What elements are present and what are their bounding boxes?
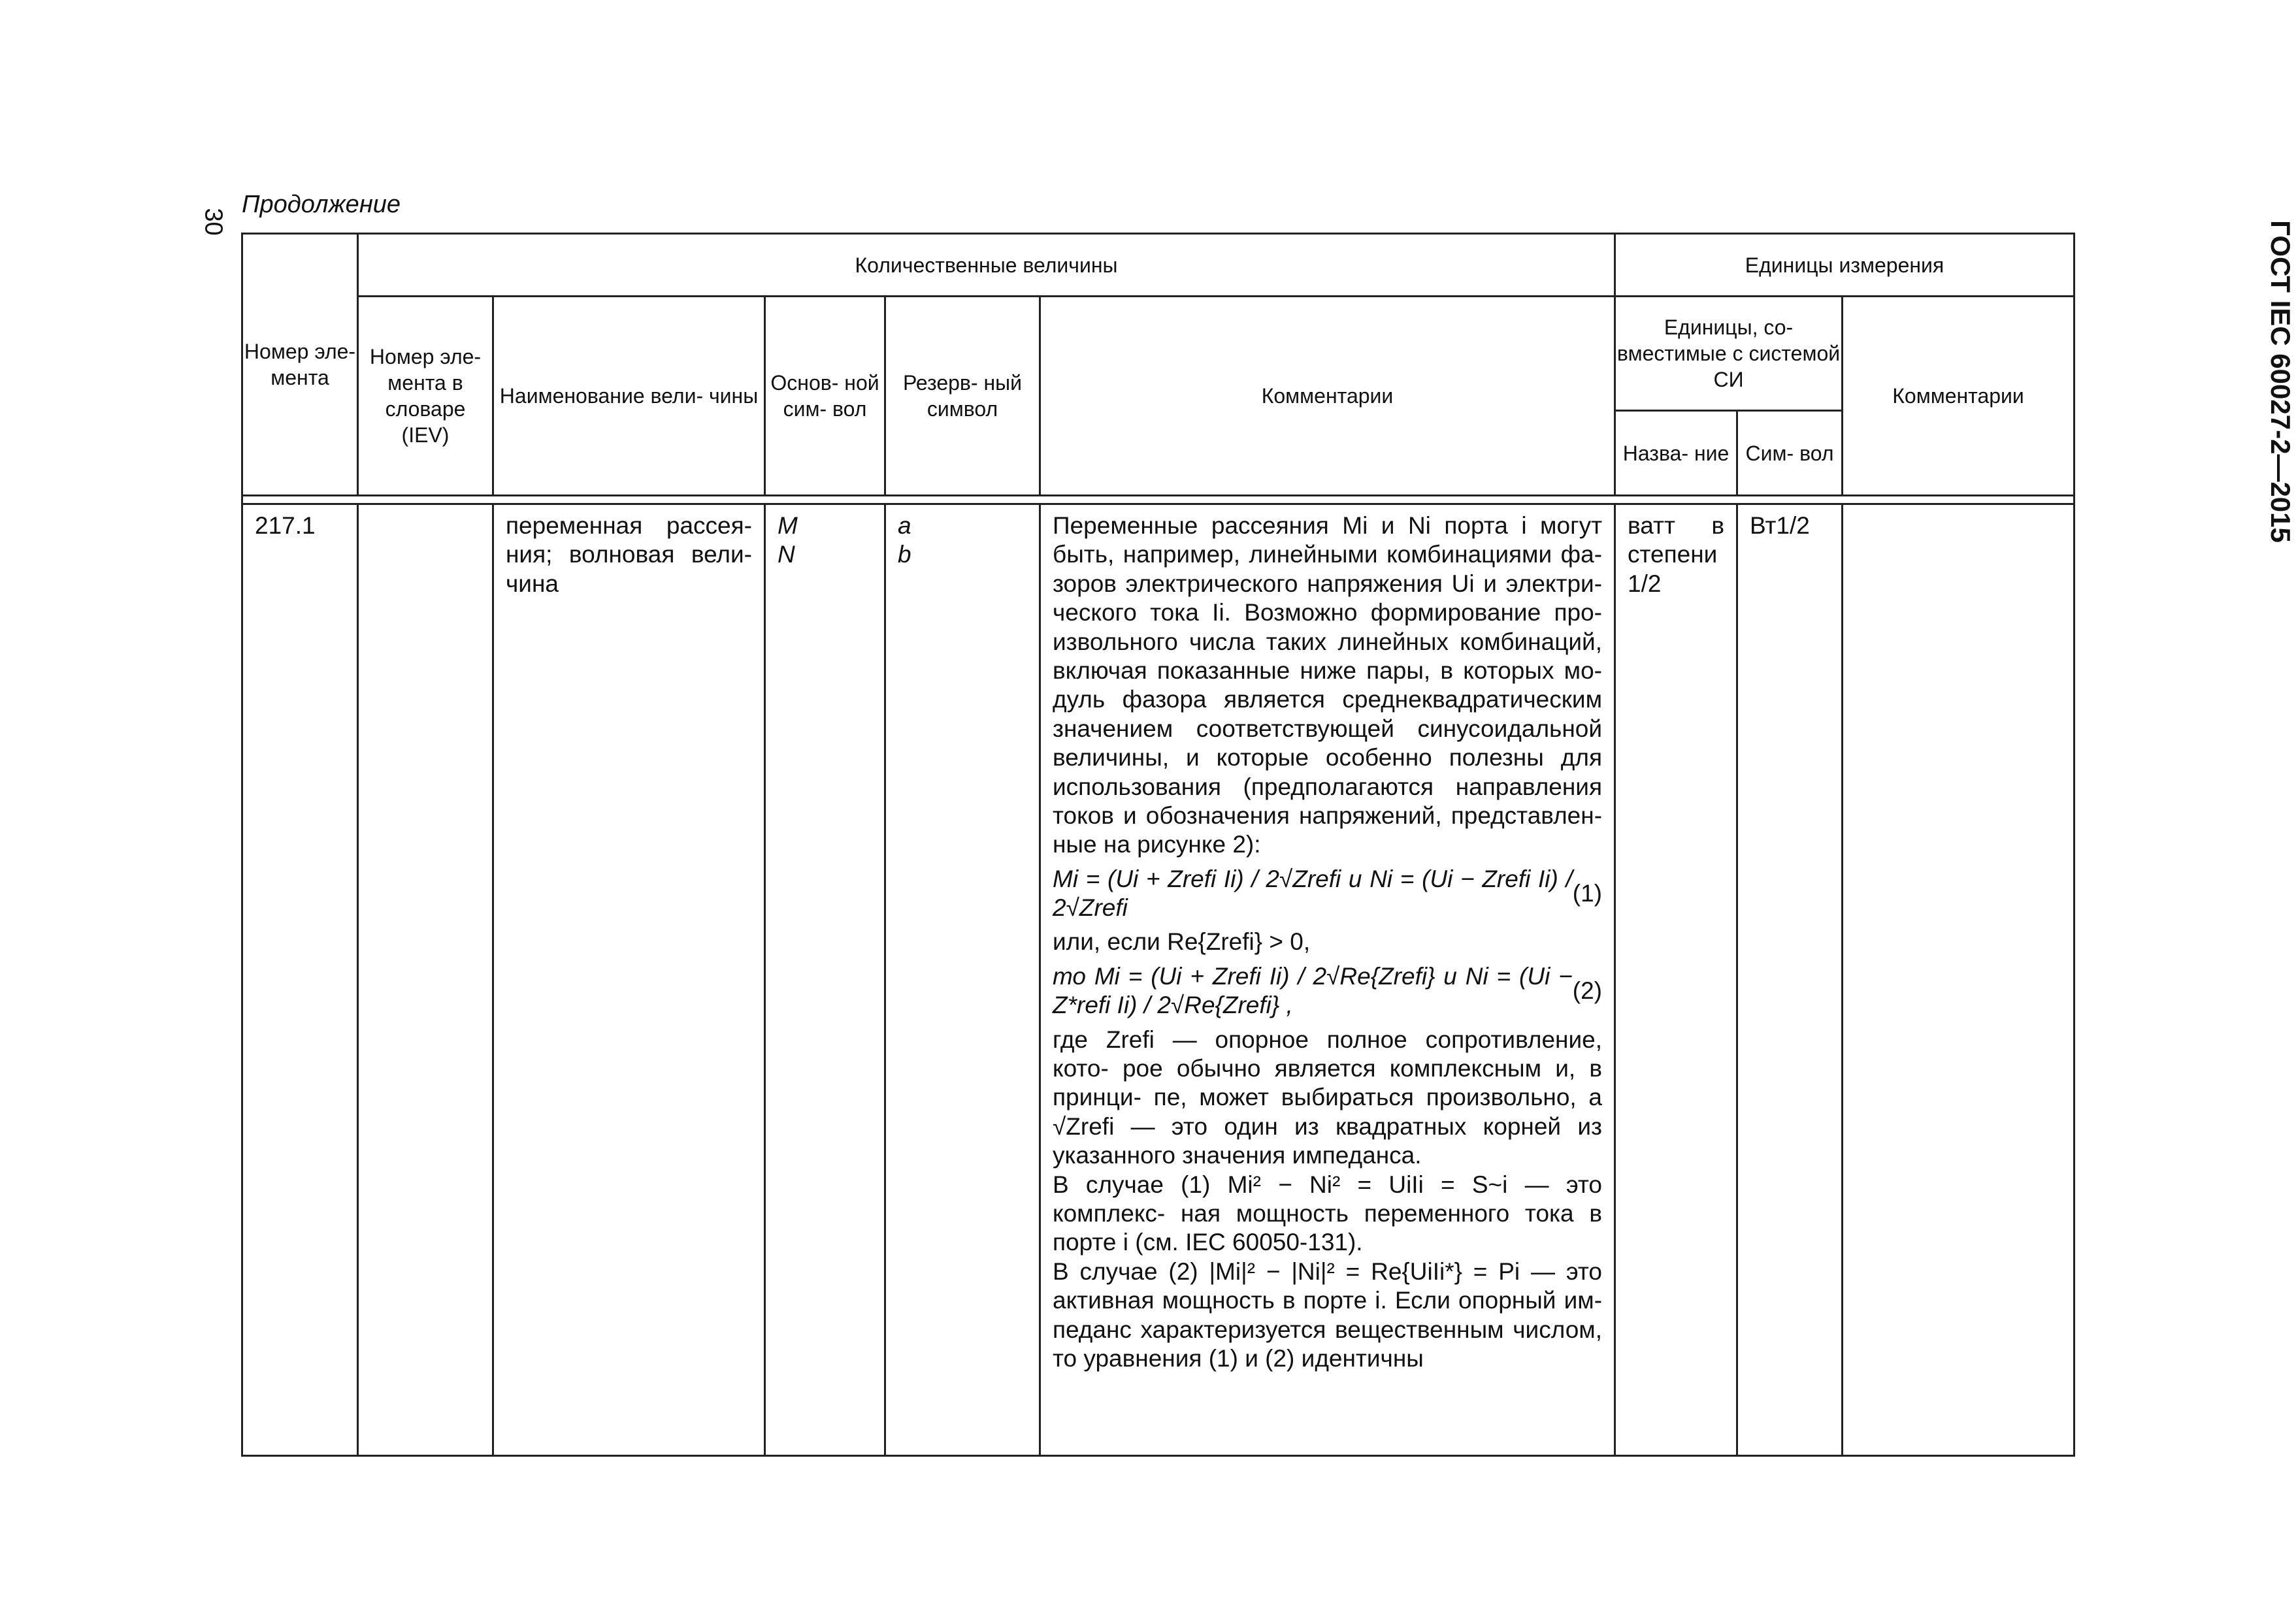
formula-2: то Mi = (Ui + Zrefi Ii) / 2√Re{Zrefi} и Ni = (Ui − Z*refi Ii) / 2√Re{Zrefi} ,	[1053, 962, 1573, 1019]
header-quantity-name: Наименование вели- чины	[493, 297, 765, 496]
header-si-units: Единицы, со- вместимые с системой СИ	[1615, 297, 1843, 411]
header-separator	[242, 496, 2075, 504]
row-unit-name: ватт в степени 1/2	[1628, 512, 1725, 597]
comment-case-1: В случае (1) Mi² − Ni² = UiIi = S~i — это комплекс- ная мощность переменного тока в порте i (см. IEC 60050-131).	[1053, 1171, 1603, 1256]
header-unit-symbol: Сим- вол	[1737, 411, 1843, 496]
formula-2-number: (2)	[1572, 977, 1603, 1005]
row-element-number: 217.1	[255, 512, 316, 539]
header-quantities-group: Количественные величины	[358, 234, 1615, 297]
main-symbol-m: M	[778, 512, 798, 539]
header-comments: Комментарии	[1040, 297, 1615, 496]
formula-condition: или, если Re{Zrefi} > 0,	[1053, 928, 1311, 956]
row-unit-symbol: Вт1/2	[1750, 512, 1810, 539]
header-element-number: Номер эле- мента	[242, 234, 358, 496]
header-iev-number: Номер эле- мента в словаре (IEV)	[358, 297, 493, 496]
row-main-symbols	[766, 505, 884, 570]
continuation-label: Продолжение	[242, 191, 401, 218]
header-units-group: Единицы измерения	[1615, 234, 2075, 297]
header-unit-comments: Комментарии	[1843, 297, 2075, 496]
row-unit-comments	[1843, 505, 2073, 511]
header-main-symbol: Основ- ной сим- вол	[765, 297, 885, 496]
comment-case-2: В случае (2) |Mi|² − |Ni|² = Re{UiIi*} = Pi — это активная мощность в порте i. Если опорный им- педанс характеризуется вещественным числом, то уравнения (1) и (2) идентичны	[1053, 1257, 1603, 1372]
row-reserve-symbols	[886, 505, 1039, 570]
main-symbol-n: N	[778, 541, 795, 568]
page-number: 30	[199, 208, 227, 236]
row-iev-number	[359, 505, 492, 511]
quantities-table	[241, 233, 2075, 1457]
row-comments	[1041, 505, 1614, 1373]
standard-title: ГОСТ IEC 60027-2—2015	[2265, 220, 2296, 543]
row-quantity-name: переменная рассея- ния; волновая вели- чина	[506, 512, 752, 597]
formula-1-number: (1)	[1572, 879, 1603, 907]
header-unit-name: Назва- ние	[1615, 411, 1737, 496]
reserve-symbol-a: a	[898, 512, 911, 539]
formula-1: Mi = (Ui + Zrefi Ii) / 2√Zrefi и Ni = (Ui − Zrefi Ii) / 2√Zrefi	[1053, 865, 1573, 922]
comment-intro: Переменные рассеяния Mi и Ni порта i могут быть, например, линейными комбинациями фа- зоров электрического напряжения Ui и электри- ческого тока Ii. Возможно формирование про- извольного числа таких линейных комбинаций, включая показанные ниже пары, в которых мо- дуль фазора является среднеквадратическим значением соответствующей синусоидальной величины, и которые особенно полезны для использования (предполагаются направления токов и обозначения напряжений, представлен- ные на рисунке 2):	[1053, 512, 1603, 858]
formula-2-row	[1053, 962, 1602, 1020]
header-reserve-symbol: Резерв- ный символ	[885, 297, 1040, 496]
comment-where: где Zrefi — опорное полное сопротивление, кото- рое обычно является комплексным и, в принци- пе, может выбираться произвольно, а √Zrefi — это один из квадратных корней из указанного значения импеданса.	[1053, 1026, 1603, 1169]
reserve-symbol-b: b	[898, 541, 911, 568]
formula-1-row	[1053, 865, 1602, 923]
